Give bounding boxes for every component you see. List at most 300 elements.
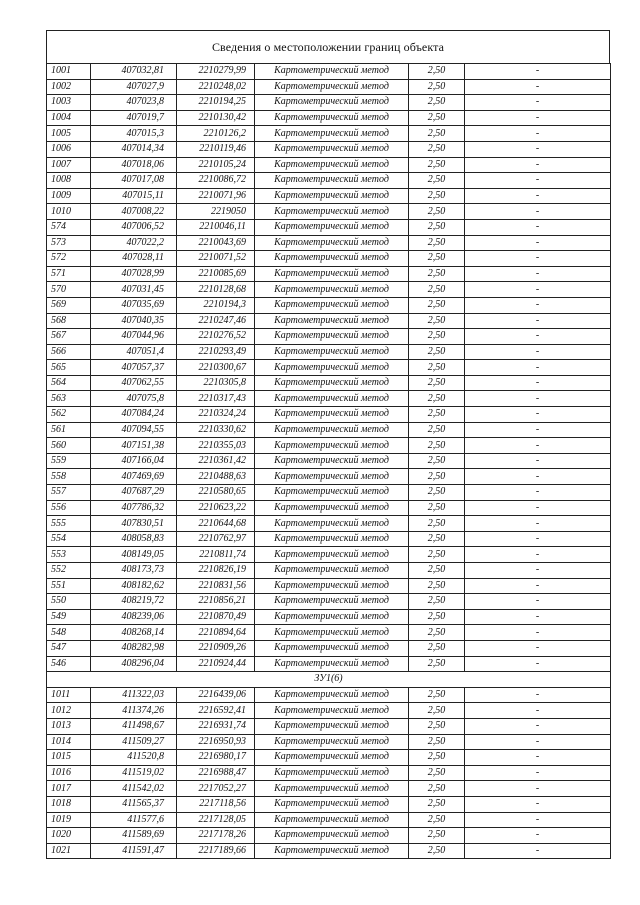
table-row: [47, 235, 611, 251]
point-number-cell: 1018: [47, 796, 91, 812]
y-coordinate-cell: 2210330,62: [177, 422, 255, 438]
method-cell: Картометрический метод: [255, 79, 409, 95]
point-number-cell: 1019: [47, 812, 91, 828]
accuracy-cell: 2,50: [409, 157, 465, 173]
x-coordinate-cell: 411322,03: [91, 687, 177, 703]
description-cell: -: [465, 329, 611, 345]
table-row: [47, 812, 611, 828]
point-number-cell: 1002: [47, 79, 91, 95]
table-row: [47, 204, 611, 220]
x-coordinate-cell: 407015,11: [91, 188, 177, 204]
accuracy-cell: 2,50: [409, 79, 465, 95]
x-coordinate-cell: 407687,29: [91, 485, 177, 501]
y-coordinate-cell: 2216592,41: [177, 703, 255, 719]
description-cell: -: [465, 750, 611, 766]
method-cell: Картометрический метод: [255, 625, 409, 641]
accuracy-cell: 2,50: [409, 329, 465, 345]
x-coordinate-cell: 407830,51: [91, 516, 177, 532]
y-coordinate-cell: 2216931,74: [177, 718, 255, 734]
table-row: [47, 64, 611, 80]
method-cell: Картометрический метод: [255, 329, 409, 345]
description-cell: -: [465, 594, 611, 610]
table-row: [47, 344, 611, 360]
table-row: [47, 157, 611, 173]
y-coordinate-cell: 2210826,19: [177, 563, 255, 579]
accuracy-cell: 2,50: [409, 453, 465, 469]
y-coordinate-cell: 2210488,63: [177, 469, 255, 485]
description-cell: -: [465, 625, 611, 641]
x-coordinate-cell: 411374,26: [91, 703, 177, 719]
point-number-cell: 559: [47, 453, 91, 469]
method-cell: Картометрический метод: [255, 438, 409, 454]
y-coordinate-cell: 2217178,26: [177, 828, 255, 844]
x-coordinate-cell: 407044,96: [91, 329, 177, 345]
method-cell: Картометрический метод: [255, 781, 409, 797]
y-coordinate-cell: 2210043,69: [177, 235, 255, 251]
accuracy-cell: 2,50: [409, 188, 465, 204]
description-cell: -: [465, 79, 611, 95]
description-cell: -: [465, 640, 611, 656]
point-number-cell: 555: [47, 516, 91, 532]
accuracy-cell: 2,50: [409, 656, 465, 672]
y-coordinate-cell: 2210831,56: [177, 578, 255, 594]
y-coordinate-cell: 2210870,49: [177, 609, 255, 625]
method-cell: Картометрический метод: [255, 251, 409, 267]
accuracy-cell: 2,50: [409, 422, 465, 438]
table-row: [47, 796, 611, 812]
description-cell: -: [465, 765, 611, 781]
method-cell: Картометрический метод: [255, 750, 409, 766]
description-cell: -: [465, 516, 611, 532]
point-number-cell: 546: [47, 656, 91, 672]
method-cell: Картометрический метод: [255, 516, 409, 532]
y-coordinate-cell: 2210762,97: [177, 531, 255, 547]
point-number-cell: 1021: [47, 843, 91, 859]
description-cell: -: [465, 812, 611, 828]
y-coordinate-cell: 2210085,69: [177, 266, 255, 282]
point-number-cell: 1003: [47, 95, 91, 111]
method-cell: Картометрический метод: [255, 594, 409, 610]
method-cell: Картометрический метод: [255, 173, 409, 189]
accuracy-cell: 2,50: [409, 95, 465, 111]
x-coordinate-cell: 407040,35: [91, 313, 177, 329]
description-cell: -: [465, 64, 611, 80]
accuracy-cell: 2,50: [409, 297, 465, 313]
point-number-cell: 1007: [47, 157, 91, 173]
method-cell: Картометрический метод: [255, 640, 409, 656]
x-coordinate-cell: 407023,8: [91, 95, 177, 111]
table-row: [47, 625, 611, 641]
method-cell: Картометрический метод: [255, 375, 409, 391]
point-number-cell: 551: [47, 578, 91, 594]
accuracy-cell: 2,50: [409, 578, 465, 594]
description-cell: -: [465, 828, 611, 844]
y-coordinate-cell: 2210644,68: [177, 516, 255, 532]
accuracy-cell: 2,50: [409, 531, 465, 547]
table-row: [47, 500, 611, 516]
table-row: [47, 360, 611, 376]
table-row: [47, 469, 611, 485]
method-cell: Картометрический метод: [255, 703, 409, 719]
accuracy-cell: 2,50: [409, 625, 465, 641]
accuracy-cell: 2,50: [409, 141, 465, 157]
x-coordinate-cell: 408282,98: [91, 640, 177, 656]
y-coordinate-cell: 2216988,47: [177, 765, 255, 781]
method-cell: Картометрический метод: [255, 718, 409, 734]
y-coordinate-cell: 2210126,2: [177, 126, 255, 142]
y-coordinate-cell: 2210324,24: [177, 407, 255, 423]
method-cell: Картометрический метод: [255, 407, 409, 423]
accuracy-cell: 2,50: [409, 438, 465, 454]
table-row: [47, 843, 611, 859]
method-cell: Картометрический метод: [255, 157, 409, 173]
method-cell: Картометрический метод: [255, 828, 409, 844]
x-coordinate-cell: 407014,34: [91, 141, 177, 157]
accuracy-cell: 2,50: [409, 126, 465, 142]
y-coordinate-cell: 2216950,93: [177, 734, 255, 750]
method-cell: Картометрический метод: [255, 469, 409, 485]
point-number-cell: 574: [47, 219, 91, 235]
x-coordinate-cell: 408058,83: [91, 531, 177, 547]
table-row: [47, 407, 611, 423]
x-coordinate-cell: 407166,04: [91, 453, 177, 469]
method-cell: Картометрический метод: [255, 126, 409, 142]
accuracy-cell: 2,50: [409, 204, 465, 220]
table-row: [47, 687, 611, 703]
method-cell: Картометрический метод: [255, 204, 409, 220]
table-row: [47, 594, 611, 610]
description-cell: -: [465, 110, 611, 126]
description-cell: -: [465, 157, 611, 173]
y-coordinate-cell: 2217052,27: [177, 781, 255, 797]
description-cell: -: [465, 703, 611, 719]
x-coordinate-cell: 411542,02: [91, 781, 177, 797]
y-coordinate-cell: 2219050: [177, 204, 255, 220]
y-coordinate-cell: 2210811,74: [177, 547, 255, 563]
accuracy-cell: 2,50: [409, 282, 465, 298]
point-number-cell: 548: [47, 625, 91, 641]
x-coordinate-cell: 408149,05: [91, 547, 177, 563]
table-row: [47, 734, 611, 750]
y-coordinate-cell: 2210071,96: [177, 188, 255, 204]
boundary-coordinates-table: [46, 63, 611, 859]
description-cell: -: [465, 126, 611, 142]
x-coordinate-cell: 407031,45: [91, 282, 177, 298]
table-row: [47, 718, 611, 734]
accuracy-cell: 2,50: [409, 485, 465, 501]
table-row: [47, 485, 611, 501]
table-row: [47, 126, 611, 142]
point-number-cell: 561: [47, 422, 91, 438]
document-title: Сведения о местоположении границ объекта: [46, 30, 610, 63]
x-coordinate-cell: 407075,8: [91, 391, 177, 407]
accuracy-cell: 2,50: [409, 251, 465, 267]
method-cell: Картометрический метод: [255, 141, 409, 157]
x-coordinate-cell: 408219,72: [91, 594, 177, 610]
table-row: [47, 282, 611, 298]
description-cell: -: [465, 391, 611, 407]
y-coordinate-cell: 2210856,21: [177, 594, 255, 610]
accuracy-cell: 2,50: [409, 64, 465, 80]
x-coordinate-cell: 407018,06: [91, 157, 177, 173]
description-cell: -: [465, 718, 611, 734]
description-cell: -: [465, 609, 611, 625]
y-coordinate-cell: 2210300,67: [177, 360, 255, 376]
method-cell: Картометрический метод: [255, 734, 409, 750]
y-coordinate-cell: 2210355,03: [177, 438, 255, 454]
y-coordinate-cell: 2210119,46: [177, 141, 255, 157]
table-row: [47, 750, 611, 766]
point-number-cell: 547: [47, 640, 91, 656]
table-row: [47, 329, 611, 345]
accuracy-cell: 2,50: [409, 110, 465, 126]
table-body-part-1: [47, 64, 611, 672]
x-coordinate-cell: 411498,67: [91, 718, 177, 734]
point-number-cell: 1015: [47, 750, 91, 766]
x-coordinate-cell: 411520,8: [91, 750, 177, 766]
y-coordinate-cell: 2210580,65: [177, 485, 255, 501]
y-coordinate-cell: 2210046,11: [177, 219, 255, 235]
description-cell: -: [465, 578, 611, 594]
method-cell: Картометрический метод: [255, 609, 409, 625]
accuracy-cell: 2,50: [409, 796, 465, 812]
x-coordinate-cell: 407786,32: [91, 500, 177, 516]
y-coordinate-cell: 2210128,68: [177, 282, 255, 298]
y-coordinate-cell: 2210623,22: [177, 500, 255, 516]
point-number-cell: 1005: [47, 126, 91, 142]
x-coordinate-cell: 408296,04: [91, 656, 177, 672]
table-row: [47, 640, 611, 656]
point-number-cell: 568: [47, 313, 91, 329]
accuracy-cell: 2,50: [409, 609, 465, 625]
point-number-cell: 1009: [47, 188, 91, 204]
x-coordinate-cell: 408173,73: [91, 563, 177, 579]
description-cell: -: [465, 500, 611, 516]
x-coordinate-cell: 411591,47: [91, 843, 177, 859]
point-number-cell: 569: [47, 297, 91, 313]
y-coordinate-cell: 2210361,42: [177, 453, 255, 469]
x-coordinate-cell: 407006,52: [91, 219, 177, 235]
description-cell: -: [465, 251, 611, 267]
method-cell: Картометрический метод: [255, 266, 409, 282]
x-coordinate-cell: 407028,99: [91, 266, 177, 282]
x-coordinate-cell: 407469,69: [91, 469, 177, 485]
accuracy-cell: 2,50: [409, 765, 465, 781]
point-number-cell: 1017: [47, 781, 91, 797]
description-cell: -: [465, 282, 611, 298]
description-cell: -: [465, 422, 611, 438]
accuracy-cell: 2,50: [409, 219, 465, 235]
accuracy-cell: 2,50: [409, 547, 465, 563]
description-cell: -: [465, 734, 611, 750]
description-cell: -: [465, 796, 611, 812]
accuracy-cell: 2,50: [409, 375, 465, 391]
point-number-cell: 1016: [47, 765, 91, 781]
description-cell: -: [465, 531, 611, 547]
point-number-cell: 556: [47, 500, 91, 516]
point-number-cell: 1013: [47, 718, 91, 734]
x-coordinate-cell: 408239,06: [91, 609, 177, 625]
method-cell: Картометрический метод: [255, 95, 409, 111]
table-row: [47, 516, 611, 532]
point-number-cell: 565: [47, 360, 91, 376]
method-cell: Картометрический метод: [255, 64, 409, 80]
description-cell: -: [465, 485, 611, 501]
x-coordinate-cell: 407017,08: [91, 173, 177, 189]
accuracy-cell: 2,50: [409, 313, 465, 329]
table-row: [47, 188, 611, 204]
point-number-cell: 1008: [47, 173, 91, 189]
x-coordinate-cell: 407022,2: [91, 235, 177, 251]
description-cell: -: [465, 375, 611, 391]
table-row: [47, 297, 611, 313]
table-row: [47, 422, 611, 438]
accuracy-cell: 2,50: [409, 750, 465, 766]
description-cell: -: [465, 344, 611, 360]
point-number-cell: 1012: [47, 703, 91, 719]
x-coordinate-cell: 407015,3: [91, 126, 177, 142]
description-cell: -: [465, 219, 611, 235]
point-number-cell: 563: [47, 391, 91, 407]
y-coordinate-cell: 2210924,44: [177, 656, 255, 672]
point-number-cell: 549: [47, 609, 91, 625]
accuracy-cell: 2,50: [409, 734, 465, 750]
x-coordinate-cell: 407027,9: [91, 79, 177, 95]
table-row: [47, 391, 611, 407]
method-cell: Картометрический метод: [255, 687, 409, 703]
x-coordinate-cell: 407035,69: [91, 297, 177, 313]
table-row: [47, 656, 611, 672]
description-cell: -: [465, 687, 611, 703]
method-cell: Картометрический метод: [255, 485, 409, 501]
point-number-cell: 550: [47, 594, 91, 610]
y-coordinate-cell: 2216980,17: [177, 750, 255, 766]
x-coordinate-cell: 407019,7: [91, 110, 177, 126]
table-row: [47, 313, 611, 329]
method-cell: Картометрический метод: [255, 812, 409, 828]
point-number-cell: 557: [47, 485, 91, 501]
y-coordinate-cell: 2210105,24: [177, 157, 255, 173]
description-cell: -: [465, 297, 611, 313]
x-coordinate-cell: 411509,27: [91, 734, 177, 750]
accuracy-cell: 2,50: [409, 344, 465, 360]
accuracy-cell: 2,50: [409, 640, 465, 656]
point-number-cell: 1011: [47, 687, 91, 703]
point-number-cell: 570: [47, 282, 91, 298]
method-cell: Картометрический метод: [255, 656, 409, 672]
y-coordinate-cell: 2210276,52: [177, 329, 255, 345]
table-row: [47, 110, 611, 126]
accuracy-cell: 2,50: [409, 594, 465, 610]
point-number-cell: 573: [47, 235, 91, 251]
table-row: [47, 95, 611, 111]
description-cell: -: [465, 563, 611, 579]
x-coordinate-cell: 407084,24: [91, 407, 177, 423]
y-coordinate-cell: 2210894,64: [177, 625, 255, 641]
method-cell: Картометрический метод: [255, 188, 409, 204]
y-coordinate-cell: 2210130,42: [177, 110, 255, 126]
x-coordinate-cell: 408182,62: [91, 578, 177, 594]
method-cell: Картометрический метод: [255, 500, 409, 516]
point-number-cell: 560: [47, 438, 91, 454]
x-coordinate-cell: 407062,55: [91, 375, 177, 391]
description-cell: -: [465, 204, 611, 220]
description-cell: -: [465, 469, 611, 485]
point-number-cell: 566: [47, 344, 91, 360]
table-row: [47, 578, 611, 594]
method-cell: Картометрический метод: [255, 765, 409, 781]
x-coordinate-cell: 407051,4: [91, 344, 177, 360]
description-cell: -: [465, 313, 611, 329]
x-coordinate-cell: 407151,38: [91, 438, 177, 454]
method-cell: Картометрический метод: [255, 344, 409, 360]
y-coordinate-cell: 2210248,02: [177, 79, 255, 95]
point-number-cell: 558: [47, 469, 91, 485]
description-cell: -: [465, 407, 611, 423]
description-cell: -: [465, 266, 611, 282]
table-row: [47, 547, 611, 563]
accuracy-cell: 2,50: [409, 500, 465, 516]
method-cell: Картометрический метод: [255, 313, 409, 329]
x-coordinate-cell: 411577,6: [91, 812, 177, 828]
y-coordinate-cell: 2210909,26: [177, 640, 255, 656]
description-cell: -: [465, 781, 611, 797]
table-row: [47, 79, 611, 95]
table-row: [47, 703, 611, 719]
method-cell: Картометрический метод: [255, 391, 409, 407]
x-coordinate-cell: 408268,14: [91, 625, 177, 641]
y-coordinate-cell: 2217189,66: [177, 843, 255, 859]
accuracy-cell: 2,50: [409, 703, 465, 719]
accuracy-cell: 2,50: [409, 843, 465, 859]
table-row: [47, 781, 611, 797]
method-cell: Картометрический метод: [255, 110, 409, 126]
table-body-part-2: [47, 687, 611, 859]
description-cell: -: [465, 547, 611, 563]
table-row: [47, 828, 611, 844]
description-cell: -: [465, 360, 611, 376]
method-cell: Картометрический метод: [255, 297, 409, 313]
y-coordinate-cell: 2210293,49: [177, 344, 255, 360]
y-coordinate-cell: 2210305,8: [177, 375, 255, 391]
accuracy-cell: 2,50: [409, 563, 465, 579]
point-number-cell: 572: [47, 251, 91, 267]
table-row: [47, 251, 611, 267]
accuracy-cell: 2,50: [409, 391, 465, 407]
y-coordinate-cell: 2210086,72: [177, 173, 255, 189]
method-cell: Картометрический метод: [255, 453, 409, 469]
description-cell: -: [465, 656, 611, 672]
table-row: [47, 609, 611, 625]
table-row: [47, 219, 611, 235]
y-coordinate-cell: 2210194,25: [177, 95, 255, 111]
point-number-cell: 571: [47, 266, 91, 282]
point-number-cell: 567: [47, 329, 91, 345]
point-number-cell: 1020: [47, 828, 91, 844]
method-cell: Картометрический метод: [255, 422, 409, 438]
x-coordinate-cell: 407057,37: [91, 360, 177, 376]
y-coordinate-cell: 2210317,43: [177, 391, 255, 407]
table-row: [47, 173, 611, 189]
accuracy-cell: 2,50: [409, 407, 465, 423]
x-coordinate-cell: 407094,55: [91, 422, 177, 438]
accuracy-cell: 2,50: [409, 812, 465, 828]
description-cell: -: [465, 438, 611, 454]
method-cell: Картометрический метод: [255, 563, 409, 579]
accuracy-cell: 2,50: [409, 781, 465, 797]
point-number-cell: 553: [47, 547, 91, 563]
method-cell: Картометрический метод: [255, 796, 409, 812]
